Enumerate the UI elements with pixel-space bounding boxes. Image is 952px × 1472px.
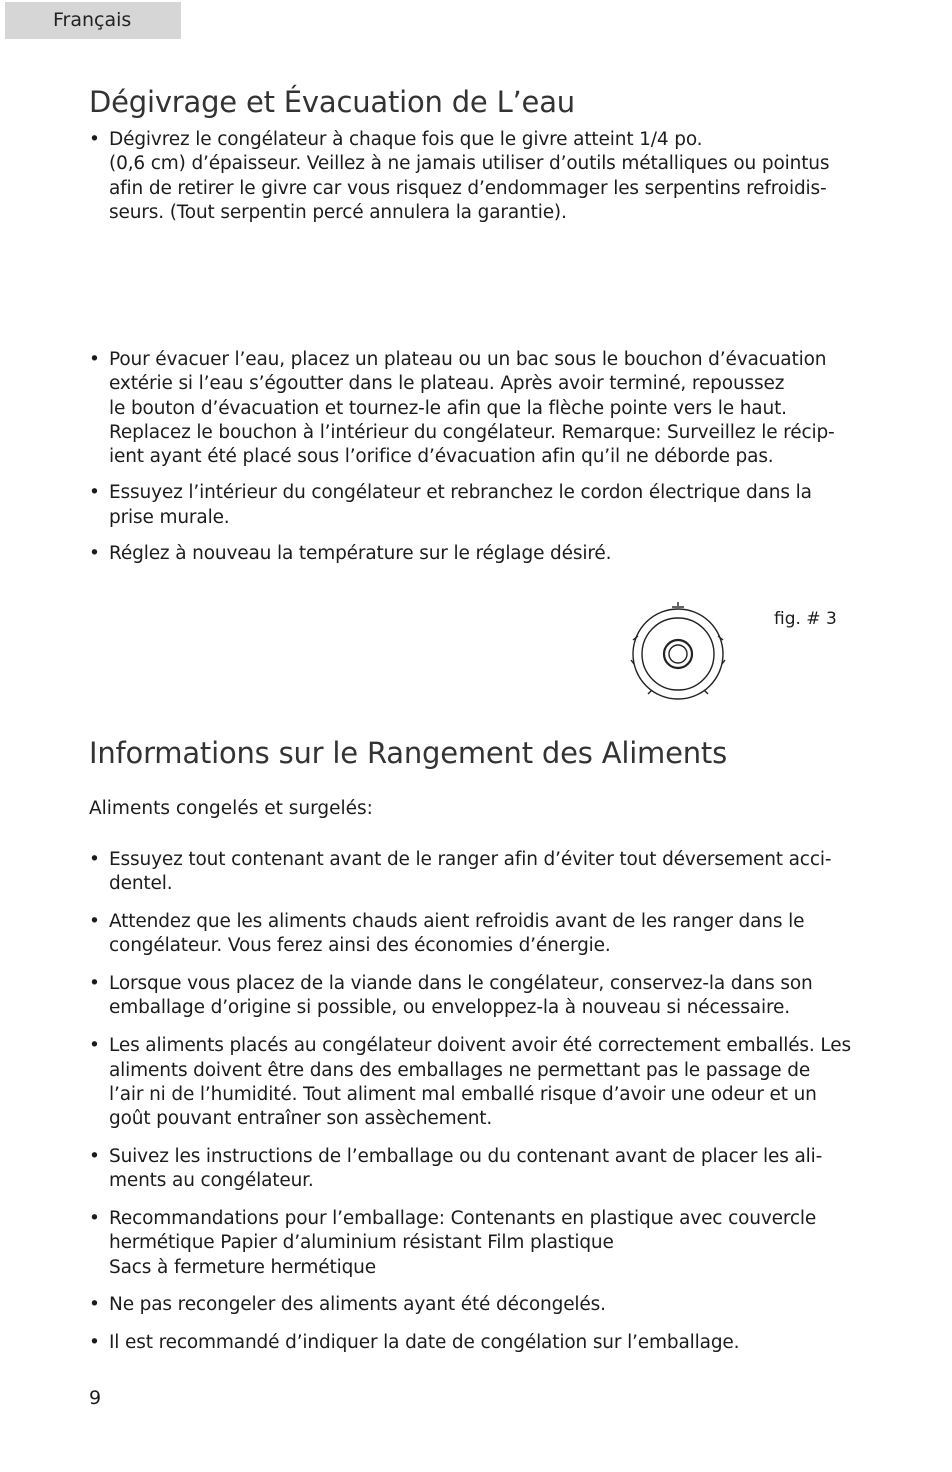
list-item: • Les aliments placés au congélateur doivent avoir été correctement emballés. Les aliments doivent être dans des emballages ne permettant pas le passage de l’air ni de l’humidité. Tout aliment mal emballé risque d’avoir une odeur et un goût pouvant entraîner son assèchement.: [89, 1034, 879, 1131]
page-number: 9: [89, 1387, 102, 1409]
figure-label: fig. # 3: [774, 609, 837, 629]
list-item: • Essuyez l’intérieur du congélateur et rebranchez le cordon électrique dans la prise murale.: [89, 481, 879, 530]
defrost-list-a: [89, 128, 879, 225]
section-title-defrost: Dégivrage et Évacuation de L’eau: [89, 85, 575, 119]
language-tab: Français: [5, 2, 181, 39]
defrost-list-b: [89, 348, 879, 578]
section-subtitle: Aliments congelés et surgelés:: [89, 798, 373, 819]
list-item: • Il est recommandé d’indiquer la date de congélation sur l’emballage.: [89, 1331, 879, 1355]
list-item: • Ne pas recongeler des aliments ayant été décongelés.: [89, 1293, 879, 1317]
list-item: • Lorsque vous placez de la viande dans le congélateur, conservez-la dans son emballage d’origine si possible, ou enveloppez-la à nouveau si nécessaire.: [89, 972, 879, 1021]
drain-plug-figure: [628, 602, 728, 702]
list-item: • Essuyez tout contenant avant de le ranger afin d’éviter tout déversement acci- dentel.: [89, 848, 879, 897]
list-item: • Réglez à nouveau la température sur le réglage désiré.: [89, 542, 879, 566]
list-item: • Recommandations pour l’emballage: Contenants en plastique avec couvercle hermétique Papier d’aluminium résistant Film plastique Sacs à fermeture hermétique: [89, 1207, 879, 1280]
list-item: • Suivez les instructions de l’emballage ou du contenant avant de placer les ali- ments au congélateur.: [89, 1145, 879, 1194]
list-item: • Attendez que les aliments chauds aient refroidis avant de les ranger dans le congélateur. Vous ferez ainsi des économies d’énergie.: [89, 910, 879, 959]
storage-list: [89, 848, 879, 1369]
list-item: • Dégivrez le congélateur à chaque fois que le givre atteint 1/4 po. (0,6 cm) d’épaisseur. Veillez à ne jamais utiliser d’outils métalliques ou pointus afin de retirer le givre car vous risquez d’endommager les serpentins refroidis- seurs. (Tout serpentin percé annulera la garantie).: [89, 128, 879, 225]
section-title-storage: Informations sur le Rangement des Aliments: [89, 736, 727, 770]
list-item: • Pour évacuer l’eau, placez un plateau ou un bac sous le bouchon d’évacuation extérie si l’eau s’égoutter dans le plateau. Après avoir terminé, repoussez le bouton d’évacuation et tournez-le afin que la flèche pointe vers le haut. Replacez le bouchon à l’intérieur du congélateur. Remarque: Surveillez le récip- ient ayant été placé sous l’orifice d’évacuation afin qu’il ne déborde pas.: [89, 348, 879, 469]
